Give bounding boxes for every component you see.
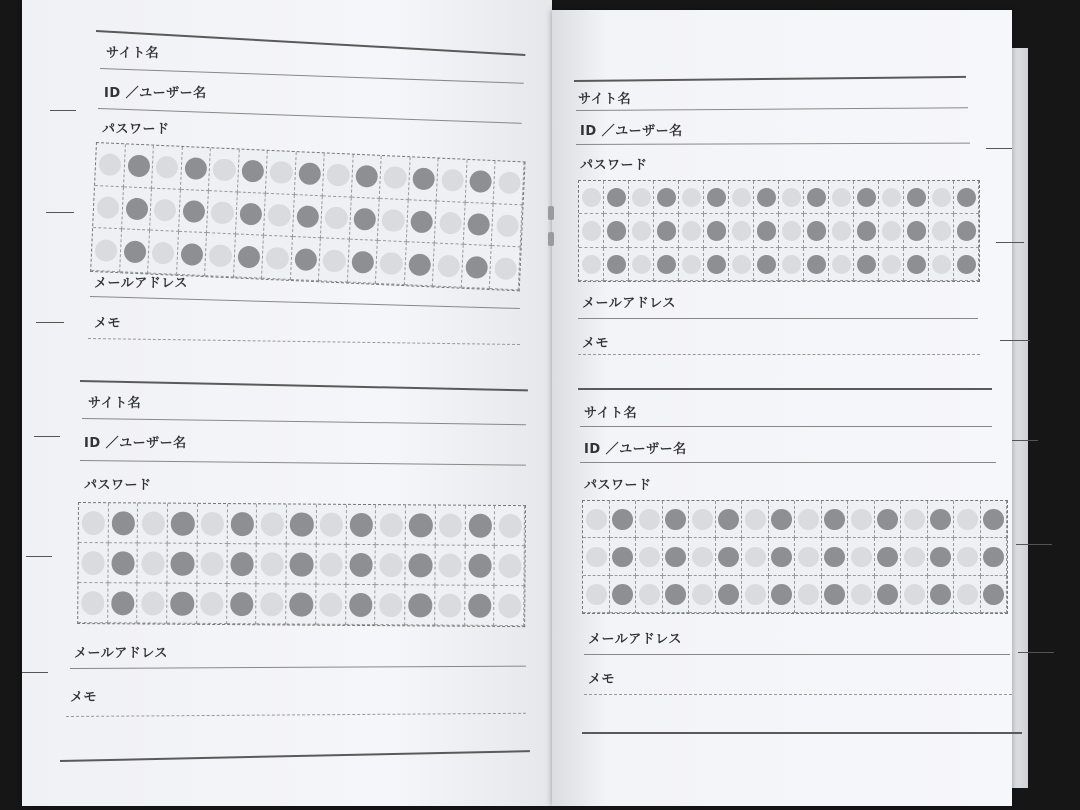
blank-dot [586, 547, 607, 568]
filled-dot [409, 514, 432, 537]
filled-dot [707, 221, 727, 241]
blank-dot [211, 201, 234, 224]
filled-dot [468, 554, 491, 577]
filled-dot [290, 513, 313, 536]
index-tab-mark [1016, 544, 1052, 545]
blank-dot [320, 513, 343, 536]
filled-dot [349, 593, 372, 616]
site-label: サイト名 [584, 406, 638, 421]
filled-dot [607, 221, 627, 241]
blank-dot [141, 552, 164, 575]
filled-dot [111, 552, 134, 575]
blank-dot [632, 221, 652, 241]
blank-dot [932, 221, 952, 241]
filled-dot [171, 512, 194, 535]
blank-dot [201, 512, 224, 535]
blank-dot [904, 547, 925, 568]
memo-rule [578, 354, 980, 355]
filled-dot [350, 513, 373, 536]
binding-staple [548, 232, 554, 246]
filled-dot [983, 584, 1004, 605]
site-label: サイト名 [578, 92, 632, 107]
blank-dot [582, 221, 602, 241]
blank-dot [260, 513, 283, 536]
memo-label: メモ [94, 316, 122, 331]
blank-dot [319, 593, 342, 616]
index-tab-mark [50, 110, 76, 111]
blank-dot [692, 547, 713, 568]
blank-dot [851, 547, 872, 568]
memo-label: メモ [582, 336, 610, 351]
password-grid [578, 180, 980, 282]
blank-dot [904, 509, 925, 530]
index-tab-mark [46, 212, 74, 213]
blank-dot [904, 584, 925, 605]
filled-dot [409, 554, 432, 577]
blank-dot [692, 509, 713, 530]
filled-dot [824, 509, 845, 530]
blank-dot [798, 547, 819, 568]
blank-dot [851, 584, 872, 605]
filled-dot [957, 221, 977, 241]
filled-dot [171, 592, 194, 615]
filled-dot [907, 221, 927, 241]
filled-dot [771, 584, 792, 605]
id-label: ID ／ユーザー名 [84, 436, 187, 451]
id-rule [580, 462, 996, 463]
blank-dot [266, 246, 289, 269]
filled-dot [824, 584, 845, 605]
filled-dot [857, 221, 877, 241]
email-label: メールアドレス [588, 632, 682, 647]
blank-dot [498, 594, 521, 617]
filled-dot [468, 594, 491, 617]
filled-dot [877, 509, 898, 530]
blank-dot [201, 552, 224, 575]
blank-dot [379, 593, 402, 616]
blank-dot [323, 249, 346, 272]
blank-dot [498, 514, 521, 537]
blank-dot [798, 509, 819, 530]
filled-dot [930, 584, 951, 605]
filled-dot [469, 514, 492, 537]
blank-dot [82, 551, 105, 574]
password-grid [582, 500, 1008, 614]
memo-label: メモ [70, 690, 98, 705]
filled-dot [757, 221, 777, 241]
filled-dot [111, 592, 134, 615]
binding-staple [548, 206, 554, 220]
password-grid [77, 502, 526, 627]
email-rule [584, 654, 1010, 655]
blank-dot [782, 221, 802, 241]
page-stack-edge [1010, 48, 1028, 788]
email-rule [578, 318, 978, 319]
filled-dot [657, 221, 677, 241]
password-grid [90, 142, 525, 291]
filled-dot [171, 552, 194, 575]
id-label: ID ／ユーザー名 [584, 442, 687, 457]
blank-dot [142, 512, 165, 535]
blank-dot [586, 584, 607, 605]
blank-dot [682, 221, 702, 241]
filled-dot [807, 221, 827, 241]
index-tab-mark [996, 242, 1024, 243]
password-label: パスワード [84, 478, 152, 493]
id-label: ID ／ユーザー名 [580, 124, 683, 139]
index-tab-mark [36, 322, 64, 323]
blank-dot [957, 509, 978, 530]
filled-dot [230, 592, 253, 615]
blank-dot [260, 553, 283, 576]
blank-dot [798, 584, 819, 605]
email-label: メールアドレス [94, 276, 188, 291]
blank-dot [82, 511, 105, 534]
filled-dot [290, 593, 313, 616]
filled-dot [665, 584, 686, 605]
index-tab-mark [1018, 652, 1054, 653]
blank-dot [639, 547, 660, 568]
blank-dot [320, 553, 343, 576]
blank-dot [692, 584, 713, 605]
filled-dot [930, 509, 951, 530]
index-tab-mark [34, 436, 60, 437]
blank-dot [832, 221, 852, 241]
blank-dot [439, 514, 462, 537]
filled-dot [612, 584, 633, 605]
blank-dot [639, 509, 660, 530]
index-tab-mark [986, 148, 1012, 149]
blank-dot [438, 594, 461, 617]
filled-dot [718, 584, 739, 605]
blank-dot [745, 547, 766, 568]
filled-dot [612, 509, 633, 530]
blank-dot [882, 221, 902, 241]
filled-dot [290, 553, 313, 576]
index-tab-mark [22, 672, 48, 673]
blank-dot [957, 547, 978, 568]
blank-dot [437, 254, 460, 277]
filled-dot [409, 594, 432, 617]
blank-dot [498, 554, 521, 577]
blank-dot [851, 509, 872, 530]
site-label: サイト名 [88, 396, 142, 411]
blank-dot [260, 593, 283, 616]
site-label: サイト名 [106, 46, 160, 61]
page-bottom-rule [582, 732, 1022, 734]
blank-dot [957, 584, 978, 605]
filled-dot [983, 509, 1004, 530]
blank-dot [639, 584, 660, 605]
password-label: パスワード [580, 158, 648, 173]
entry-top-rule [578, 388, 992, 390]
blank-dot [379, 553, 402, 576]
index-tab-mark [1012, 440, 1038, 441]
blank-dot [745, 509, 766, 530]
blank-dot [380, 252, 403, 275]
blank-dot [379, 513, 402, 536]
site-rule [580, 426, 992, 427]
index-tab-mark [1000, 340, 1030, 341]
filled-dot [718, 509, 739, 530]
password-label: パスワード [102, 122, 170, 137]
filled-dot [877, 584, 898, 605]
memo-rule [584, 694, 1012, 695]
email-label: メールアドレス [74, 646, 168, 661]
id-label: ID ／ユーザー名 [104, 86, 207, 101]
memo-label: メモ [588, 672, 616, 687]
blank-dot [200, 592, 223, 615]
filled-dot [231, 512, 254, 535]
blank-dot [439, 554, 462, 577]
filled-dot [112, 512, 135, 535]
filled-dot [771, 509, 792, 530]
email-label: メールアドレス [582, 296, 676, 311]
filled-dot [349, 553, 372, 576]
password-label: パスワード [584, 478, 652, 493]
blank-dot [141, 592, 164, 615]
blank-dot [745, 584, 766, 605]
blank-dot [586, 509, 607, 530]
blank-dot [81, 591, 104, 614]
blank-dot [732, 221, 752, 241]
filled-dot [230, 552, 253, 575]
index-tab-mark [26, 556, 52, 557]
filled-dot [665, 509, 686, 530]
blank-dot [209, 244, 232, 267]
